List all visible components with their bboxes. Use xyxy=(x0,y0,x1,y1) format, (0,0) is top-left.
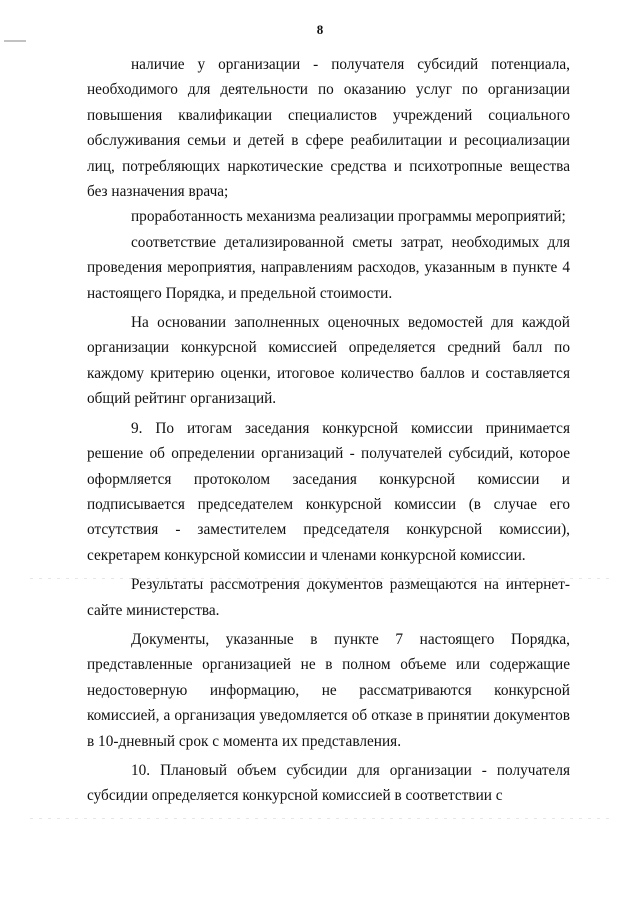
paragraph-criterion-mechanism: проработанность механизма реализации программы мероприятий; xyxy=(131,208,566,226)
page-number: 8 xyxy=(316,22,324,37)
paragraph-results: Результаты рассмотрения документов размещаются на интернет-сайте министерства. xyxy=(87,576,570,619)
scan-artifact-line xyxy=(30,818,610,819)
paragraph-criterion-potential: наличие у организации - получателя субсидий потенциала, необходимого для деятельности по оказанию услуг по организации повышения квалификации специалистов учреждений социального обслуживания семьи и детей в сфере реабилитации и ресоциализации лиц, потребляющих наркотические средства и психотропные вещества без назначения врача; xyxy=(87,56,570,201)
paragraph-item-9: 9. По итогам заседания конкурсной комиссии принимается решение об определении организаций - получателей субсидий, которое оформляется протоколом заседания конкурсной комиссии и подписывается председателем конкурсной комиссии (в случае его отсутствия - заместителем председателя конкурсной комиссии), секретарем конкурсной комиссии и членами конкурсной комиссии. xyxy=(87,419,570,564)
paragraph-documents: Документы, указанные в пункте 7 настоящего Порядка, представленные организацией не в полном объеме или содержащие недостоверную информацию, не рассматриваются конкурсной комиссией, а организация уведомляется об отказе в принятии документов в 10-дневный срок с момента их представления. xyxy=(87,630,570,750)
scan-artifact xyxy=(4,40,26,42)
document-body xyxy=(87,52,570,809)
paragraph-item-10: 10. Плановый объем субсидии для организации - получателя субсидии определяется конкурсной комиссией в соответствии с xyxy=(87,761,570,805)
scan-artifact-line xyxy=(30,578,610,579)
paragraph-criterion-estimate: соответствие детализированной сметы затрат, необходимых для проведения мероприятия, направлениям расходов, указанным в пункте 4 настоящего Порядка, и предельной стоимости. xyxy=(87,233,570,302)
paragraph-rating: На основании заполненных оценочных ведомостей для каждой организации конкурсной комиссией определяется средний балл по каждому критерию оценки, итоговое количество баллов и составляется общий рейтинг организаций. xyxy=(87,314,570,408)
